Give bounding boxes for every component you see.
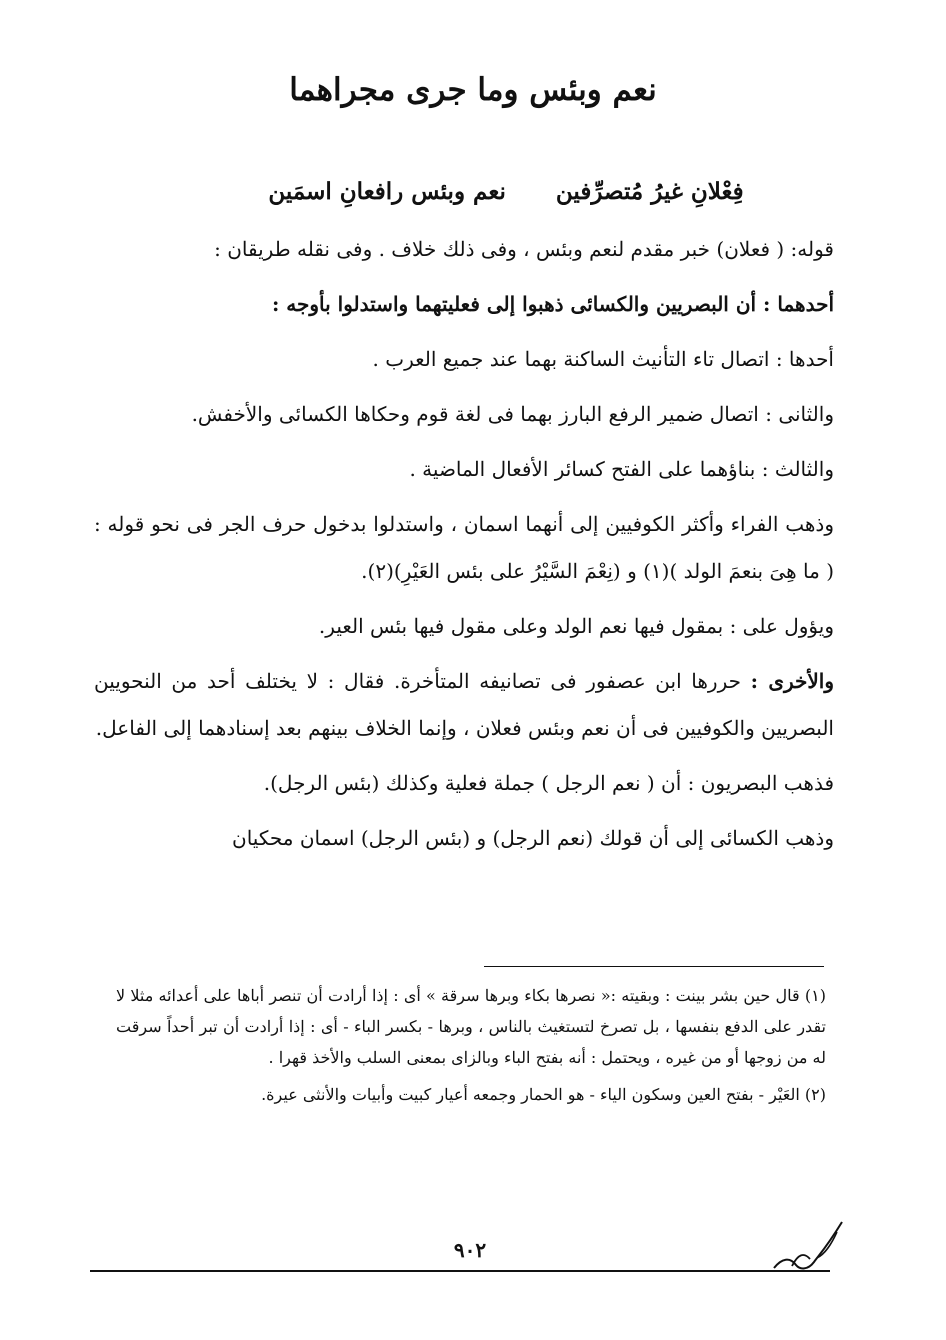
paragraph-10 [94,815,834,862]
verse-part-1: فِعْلانِ غيرُ مُتصرِّفين [555,178,744,205]
paragraph-4 [94,391,834,438]
paragraph-8 [94,658,834,752]
footnote-divider [484,966,824,967]
paragraph-3-text: أحدها : اتصال تاء التأنيث الساكنة بهما عند جميع العرب . [372,347,834,371]
paragraph-7 [94,603,834,650]
verse-line [186,172,826,212]
paragraph-2-text: أحدهما : أن البصريين والكسائى ذهبوا إلى فعليتهما واستدلوا بأوجه : [271,292,834,316]
paragraph-5-text: والثالث : بناؤهما على الفتح كسائر الأفعال الماضية . [409,457,834,481]
paragraph-1 [94,226,834,273]
paragraph-4-text: والثانى : اتصال ضمير الرفع البارز بهما فى لغة قوم وحكاها الكسائى والأخفش. [191,402,834,426]
paragraph-10-text: وذهب الكسائى إلى أن قولك (نعم الرجل) و (بئس الرجل) اسمان محكيان [232,826,834,850]
page-number: ٩٠٢ [453,1238,487,1262]
paragraph-2 [94,281,834,328]
paragraph-6 [94,501,834,595]
paragraph-9 [94,760,834,807]
paragraph-8-lead: والأخرى : [750,669,834,693]
chapter-heading: نعم وبئس وما جرى مجراهما [289,72,657,108]
paragraph-9-text: فذهب البصريون : أن ( نعم الرجل ) جملة فعلية وكذلك (بئس الرجل). [263,771,834,795]
paragraph-1-text: قوله: ( فعلان) خبر مقدم لنعم وبئس ، وفى ذلك خلاف . وفى نقله طريقان : [214,237,834,261]
main-text [94,226,834,870]
verse-part-2: نعم وبئس رافعانِ اسمَين [268,178,506,205]
footnotes [116,980,826,1116]
paragraph-3 [94,336,834,383]
paragraph-5 [94,446,834,493]
paragraph-7-text: ويؤول على : بمقول فيها نعم الولد وعلى مقول فيها بئس العير. [318,614,834,638]
footnote-2: (٢) العَيْر - بفتح العين وسكون الياء - هو الحمار وجمعه أعيار كبيت وأبيات والأنثى عيرة. [261,1085,826,1104]
paragraph-6-text: وذهب الفراء وأكثر الكوفيين إلى أنهما اسمان ، واستدلوا بدخول حرف الجر فى نحو قوله :( ما هِىَ بنعمَ الولد )(١) و (نِعْمَ السَّيْرُ على بئس العَيْرِ)(٢). [94,512,834,583]
footnote-1: (١) قال حين بشر بينت : وبقيته :« نصرها بكاء وبرها سرقة » أى : إذا أرادت أن تنصر أباها على أعدائه مثلا لا تقدر على الدفع بنفسها ، بل تصرخ لتستغيث بالناس ، وبرها - بكسر الباء - أى : إذا أرادت أن تبر أحداً سرقت له من زوجها أو من غيره ، ويحتمل : أنه بفتح الباء وبالزاى بمعنى السلب والأخذ قهرا . [116,986,826,1067]
paragraph-8-text: حررها ابن عصفور فى تصانيفه المتأخرة. فقال : لا يختلف أحد من النحويين البصريين والكوفيين فى أن نعم وبئس فعلان ، وإنما الخلاف بينهم بعد إسنادهما إلى الفاعل. [94,669,834,740]
page-bottom-rule [90,1270,830,1272]
